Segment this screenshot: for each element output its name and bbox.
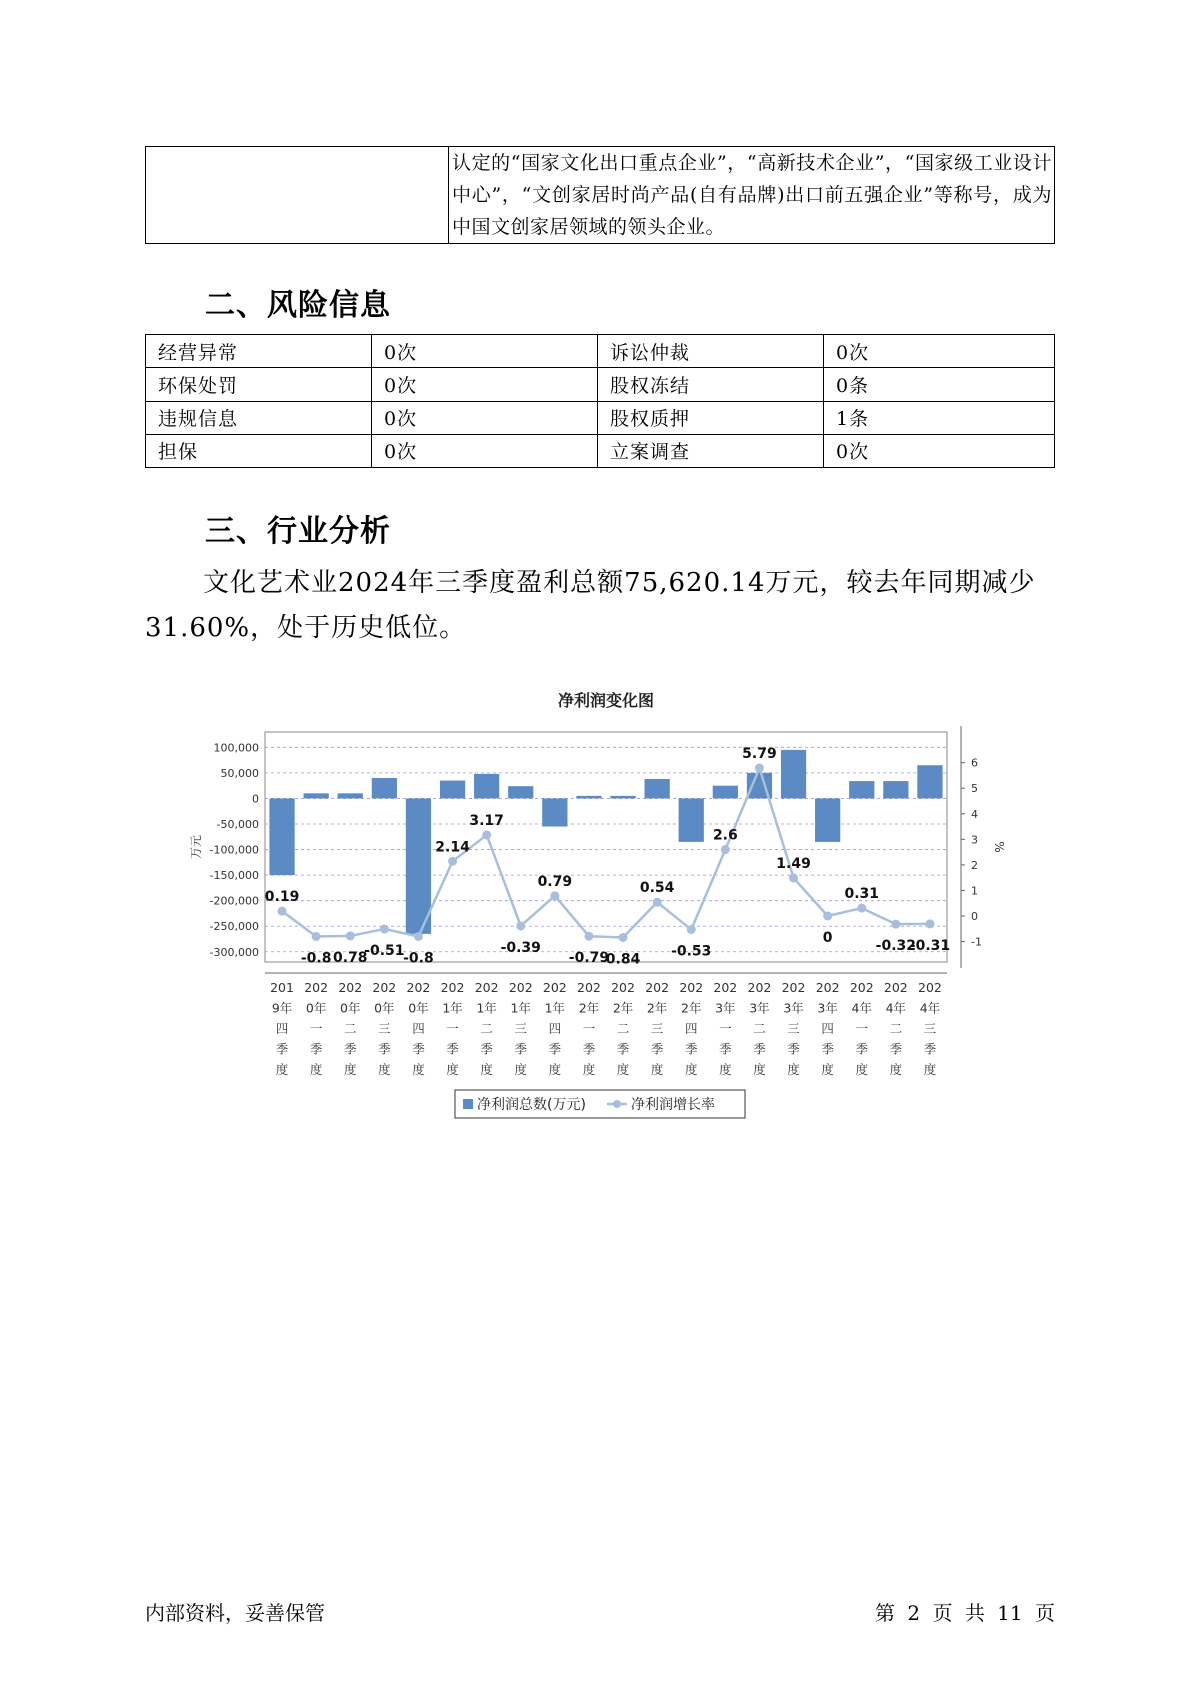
x-tick-label: 3年 — [783, 1000, 804, 1016]
y-right-tick-label: 2 — [971, 858, 978, 872]
x-tick-label: 四 — [412, 1021, 425, 1036]
risk-value: 0次 — [824, 434, 1055, 467]
x-tick-label: 度 — [480, 1062, 493, 1077]
growth-data-label: -0.79 — [568, 950, 610, 967]
x-tick-label: 202 — [338, 980, 363, 995]
bar — [474, 774, 499, 799]
bar — [406, 798, 431, 933]
growth-point — [721, 845, 730, 854]
growth-point — [482, 830, 491, 839]
risk-value: 0次 — [372, 401, 598, 434]
x-tick-label: 2年 — [646, 1000, 668, 1016]
growth-point — [278, 907, 287, 916]
x-tick-label: 季 — [616, 1041, 630, 1057]
x-tick-label: 3年 — [715, 1000, 736, 1016]
x-tick-label: 4年 — [885, 1000, 907, 1016]
y-right-tick-label: 6 — [971, 756, 978, 770]
x-tick-label: 季 — [787, 1041, 800, 1057]
risk-row — [146, 434, 1055, 467]
continuation-text-cell — [449, 147, 1055, 244]
x-tick-label: 度 — [650, 1062, 664, 1077]
x-tick-label: 一 — [446, 1021, 459, 1036]
risk-row — [146, 401, 1055, 434]
growth-data-label: -0.39 — [500, 939, 541, 956]
continuation-empty-cell — [146, 147, 449, 244]
x-tick-label: 一 — [719, 1021, 732, 1036]
risk-value: 0次 — [372, 434, 598, 467]
x-tick-label: 三 — [650, 1021, 664, 1036]
growth-data-label: -0.8 — [300, 950, 332, 967]
x-tick-label: 度 — [412, 1062, 425, 1077]
x-tick-label: 202 — [577, 980, 601, 995]
risk-label: 股权冻结 — [598, 368, 824, 401]
industry-heading: 三、行业分析 — [205, 514, 391, 549]
x-tick-label: 4年 — [851, 1000, 872, 1016]
x-tick-label: 度 — [821, 1062, 834, 1077]
x-tick-label: 度 — [343, 1062, 357, 1077]
growth-point — [346, 931, 355, 940]
growth-point — [755, 764, 764, 773]
risk-value: 0条 — [824, 368, 1055, 401]
industry-paragraph-text: 文化艺术业2024年三季度盈利总额75,620.14万元，较去年同期减少31.60%，处于历史低位。 — [145, 568, 1036, 643]
x-tick-label: 季 — [650, 1041, 664, 1057]
risk-label: 股权质押 — [598, 401, 824, 434]
x-tick-label: 202 — [849, 980, 874, 995]
x-tick-label: 度 — [889, 1062, 903, 1077]
growth-point — [380, 925, 389, 934]
growth-data-label: 1.49 — [776, 855, 811, 872]
plot-area — [265, 732, 947, 962]
growth-data-label: 0.79 — [537, 873, 573, 890]
x-tick-label: 0年 — [408, 1000, 429, 1016]
growth-data-label: -0.53 — [671, 943, 712, 960]
x-tick-label: 3年 — [749, 1000, 770, 1016]
legend-label-bar: 净利润总数(万元) — [477, 1097, 586, 1113]
x-tick-label: 度 — [446, 1062, 459, 1077]
x-tick-label: 度 — [719, 1062, 732, 1077]
net-profit-chart — [180, 680, 1006, 1140]
risk-label: 经营异常 — [146, 335, 372, 368]
continuation-table — [145, 146, 1055, 244]
growth-point — [789, 873, 798, 882]
y-left-tick-label: -250,000 — [209, 920, 259, 934]
growth-point — [891, 920, 900, 929]
bar — [542, 798, 567, 826]
x-tick-label: 度 — [753, 1062, 766, 1077]
x-tick-label: 季 — [480, 1041, 493, 1057]
y-right-tick-label: 1 — [971, 884, 978, 898]
x-tick-label: 三 — [787, 1021, 800, 1036]
x-tick-label: 202 — [508, 980, 533, 995]
growth-data-label: -0.8 — [403, 950, 434, 967]
chart-svg — [180, 680, 1006, 1140]
y-right-tick-label: 0 — [971, 910, 978, 923]
x-tick-label: 四 — [821, 1021, 834, 1036]
x-tick-label: 季 — [309, 1041, 323, 1057]
x-tick-label: 度 — [684, 1062, 698, 1077]
bar — [508, 786, 533, 798]
x-tick-label: 二 — [343, 1021, 357, 1036]
growth-data-label: 0.19 — [264, 889, 300, 906]
x-tick-label: 一 — [309, 1021, 323, 1036]
x-tick-label: 二 — [480, 1021, 493, 1036]
growth-data-label: 0.78 — [332, 949, 368, 966]
y-left-tick-label: 0 — [252, 792, 259, 806]
footer-page-number: 第 2 页 共 11 页 — [875, 1601, 1055, 1625]
risk-table — [145, 334, 1055, 468]
risk-label: 违规信息 — [146, 401, 372, 434]
x-tick-label: 季 — [923, 1041, 937, 1057]
risk-label: 立案调查 — [598, 434, 824, 467]
growth-point — [687, 925, 696, 934]
x-tick-label: 度 — [855, 1062, 869, 1077]
x-tick-label: 3年 — [817, 1000, 838, 1016]
y-left-tick-label: -100,000 — [209, 843, 259, 857]
x-tick-label: 0年 — [305, 1000, 327, 1016]
x-tick-label: 度 — [275, 1062, 289, 1077]
x-tick-label: 0年 — [374, 1000, 395, 1016]
x-tick-label: 2年 — [612, 1000, 634, 1016]
risk-label: 担保 — [146, 434, 372, 467]
x-tick-label: 202 — [918, 980, 942, 995]
bar — [679, 798, 704, 841]
growth-data-label: -0.31 — [909, 937, 951, 954]
x-tick-label: 季 — [446, 1041, 459, 1057]
x-tick-label: 201 — [270, 980, 294, 995]
x-tick-label: 1年 — [510, 1000, 531, 1016]
x-tick-label: 度 — [548, 1062, 562, 1077]
y-left-tick-label: 50,000 — [220, 766, 259, 780]
y-left-tick-label: 100,000 — [213, 741, 259, 755]
x-tick-label: 度 — [923, 1062, 937, 1077]
growth-data-label: 0.31 — [844, 886, 880, 903]
x-tick-label: 季 — [582, 1041, 596, 1057]
x-tick-label: 一 — [582, 1021, 596, 1036]
risk-label: 环保处罚 — [146, 368, 372, 401]
risk-heading: 二、风险信息 — [205, 288, 391, 323]
x-tick-label: 一 — [855, 1021, 869, 1036]
bar — [338, 793, 363, 798]
x-tick-label: 1年 — [544, 1000, 566, 1016]
x-tick-label: 四 — [548, 1021, 562, 1036]
x-tick-label: 季 — [514, 1041, 528, 1057]
bar — [883, 781, 908, 798]
x-tick-label: 季 — [343, 1041, 357, 1057]
growth-point — [550, 891, 559, 900]
x-tick-label: 二 — [616, 1021, 630, 1036]
x-tick-label: 四 — [684, 1021, 698, 1036]
x-tick-label: 二 — [889, 1021, 903, 1036]
growth-point — [448, 857, 457, 866]
x-tick-label: 三 — [923, 1021, 937, 1036]
bar — [849, 781, 874, 798]
y-left-tick-label: -200,000 — [209, 894, 259, 908]
bar — [372, 778, 397, 798]
x-tick-label: 202 — [747, 980, 772, 995]
x-tick-label: 202 — [815, 980, 840, 995]
x-tick-label: 202 — [304, 980, 329, 995]
x-tick-label: 202 — [679, 980, 704, 995]
growth-point — [653, 898, 662, 907]
growth-point — [925, 919, 934, 928]
y-left-axis-title: 万元 — [189, 834, 203, 860]
growth-data-label: 2.6 — [712, 827, 738, 844]
bar — [781, 750, 806, 799]
x-tick-label: 202 — [645, 980, 670, 995]
x-tick-label: 1年 — [442, 1000, 463, 1016]
x-tick-label: 季 — [275, 1041, 289, 1057]
growth-point — [823, 912, 832, 921]
risk-value: 1条 — [824, 401, 1055, 434]
x-tick-label: 202 — [611, 980, 635, 995]
legend-swatch-point — [613, 1100, 621, 1108]
risk-value: 0次 — [372, 335, 598, 368]
x-tick-label: 202 — [406, 980, 431, 995]
footer-confidential: 内部资料，妥善保管 — [145, 1601, 325, 1625]
x-tick-label: 四 — [275, 1021, 289, 1036]
x-tick-label: 度 — [582, 1062, 596, 1077]
risk-value: 0次 — [372, 368, 598, 401]
x-tick-label: 202 — [440, 980, 465, 995]
bar — [610, 796, 635, 799]
growth-point — [516, 921, 525, 930]
growth-point — [414, 932, 423, 941]
risk-label: 诉讼仲裁 — [598, 335, 824, 368]
x-tick-label: 9年 — [271, 1000, 293, 1016]
x-tick-label: 度 — [309, 1062, 323, 1077]
x-tick-label: 三 — [514, 1021, 528, 1036]
x-tick-label: 202 — [883, 980, 908, 995]
growth-point — [619, 933, 628, 942]
y-right-tick-label: 4 — [971, 807, 978, 821]
x-tick-label: 202 — [474, 980, 499, 995]
growth-data-label: 2.14 — [435, 839, 470, 856]
growth-data-label: 5.79 — [742, 746, 777, 763]
growth-data-label: 0.84 — [605, 951, 641, 968]
chart-title: 净利润变化图 — [557, 691, 655, 710]
bar — [815, 798, 840, 841]
y-left-tick-label: -150,000 — [209, 869, 259, 883]
x-tick-label: 202 — [542, 980, 567, 995]
y-right-axis-title: % — [992, 841, 1006, 853]
growth-point — [857, 904, 866, 913]
x-tick-label: 季 — [719, 1041, 732, 1057]
y-right-tick-label: -1 — [971, 935, 982, 949]
x-tick-label: 季 — [821, 1041, 834, 1057]
y-right-tick-label: 3 — [971, 833, 978, 847]
x-tick-label: 季 — [684, 1041, 698, 1057]
growth-data-label: -0.51 — [364, 943, 405, 960]
x-tick-label: 0年 — [340, 1000, 361, 1016]
bar — [917, 765, 942, 798]
legend-label-line: 净利润增长率 — [631, 1097, 715, 1113]
legend-swatch-bar — [463, 1099, 473, 1109]
x-tick-label: 三 — [378, 1021, 391, 1036]
growth-point — [584, 932, 593, 941]
growth-data-label: -0.32 — [875, 938, 917, 955]
x-tick-label: 度 — [616, 1062, 630, 1077]
x-tick-label: 202 — [781, 980, 806, 995]
growth-point — [312, 932, 321, 941]
x-tick-label: 季 — [378, 1041, 391, 1057]
x-tick-label: 季 — [412, 1041, 425, 1057]
growth-data-label: 3.17 — [469, 812, 504, 829]
y-right-tick-label: 5 — [971, 782, 978, 796]
risk-value: 0次 — [824, 335, 1055, 368]
bar — [304, 793, 329, 798]
x-tick-label: 度 — [378, 1062, 391, 1077]
bar — [269, 798, 294, 875]
bar — [576, 796, 601, 799]
x-tick-label: 2年 — [681, 1000, 702, 1016]
x-tick-label: 季 — [753, 1041, 766, 1057]
x-tick-label: 度 — [514, 1062, 528, 1077]
x-tick-label: 季 — [889, 1041, 903, 1057]
risk-row — [146, 335, 1055, 368]
industry-paragraph — [145, 561, 1055, 651]
x-tick-label: 202 — [372, 980, 397, 995]
bar — [440, 781, 465, 799]
x-tick-label: 202 — [713, 980, 738, 995]
x-tick-label: 季 — [855, 1041, 869, 1057]
y-left-tick-label: -300,000 — [209, 945, 259, 959]
x-tick-label: 4年 — [919, 1000, 941, 1016]
continuation-text: 认定的“国家文化出口重点企业”，“高新技术企业”，“国家级工业设计中心”，“文创家居时尚产品(自有品牌)出口前五强企业”等称号，成为中国文创家居领域的领头企业。 — [452, 152, 1052, 238]
x-tick-label: 季 — [548, 1041, 562, 1057]
risk-row — [146, 368, 1055, 401]
bar — [645, 779, 670, 798]
x-tick-label: 1年 — [476, 1000, 497, 1016]
x-tick-label: 度 — [787, 1062, 800, 1077]
growth-data-label: 0 — [822, 930, 833, 946]
x-tick-label: 二 — [753, 1021, 766, 1036]
bar — [713, 786, 738, 799]
x-tick-label: 2年 — [578, 1000, 600, 1016]
y-left-tick-label: -50,000 — [216, 818, 259, 831]
growth-data-label: 0.54 — [639, 880, 675, 897]
